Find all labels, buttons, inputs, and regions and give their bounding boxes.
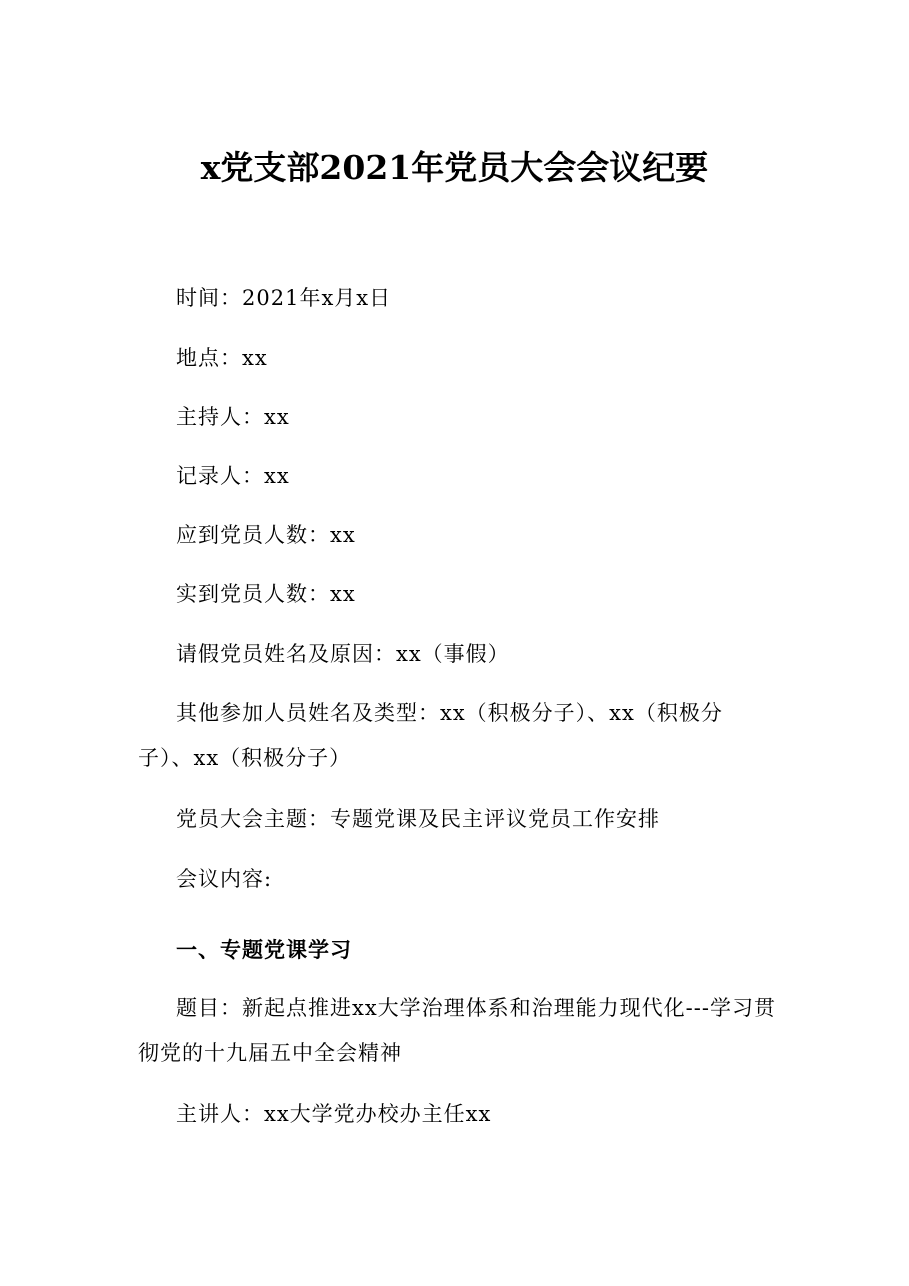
section-heading: 一、专题党课学习 — [176, 937, 352, 962]
meeting-place: 地点：xx — [176, 346, 268, 370]
expected-members: 应到党员人数：xx — [176, 523, 356, 547]
lesson-title: 题目：新起点推进xx大学治理体系和治理能力现代化---学习贯彻党的十九届五中全会精神 — [138, 996, 776, 1065]
document-title: x党支部2021年党员大会会议纪要 — [200, 148, 709, 187]
lecturer: 主讲人：xx大学党办校办主任xx — [176, 1102, 492, 1126]
actual-members: 实到党员人数：xx — [176, 582, 356, 606]
meeting-content-label: 会议内容: — [176, 867, 273, 891]
meeting-host: 主持人：xx — [176, 405, 290, 429]
meeting-time: 时间：2021年x月x日 — [176, 286, 392, 310]
leave-members: 请假党员姓名及原因：xx（事假） — [176, 642, 510, 666]
meeting-recorder: 记录人：xx — [176, 464, 290, 488]
meeting-theme: 党员大会主题：专题党课及民主评议党员工作安排 — [176, 807, 660, 831]
other-participants: 其他参加人员姓名及类型：xx（积极分子）、xx（积极分子）、xx（积极分子） — [138, 701, 723, 770]
